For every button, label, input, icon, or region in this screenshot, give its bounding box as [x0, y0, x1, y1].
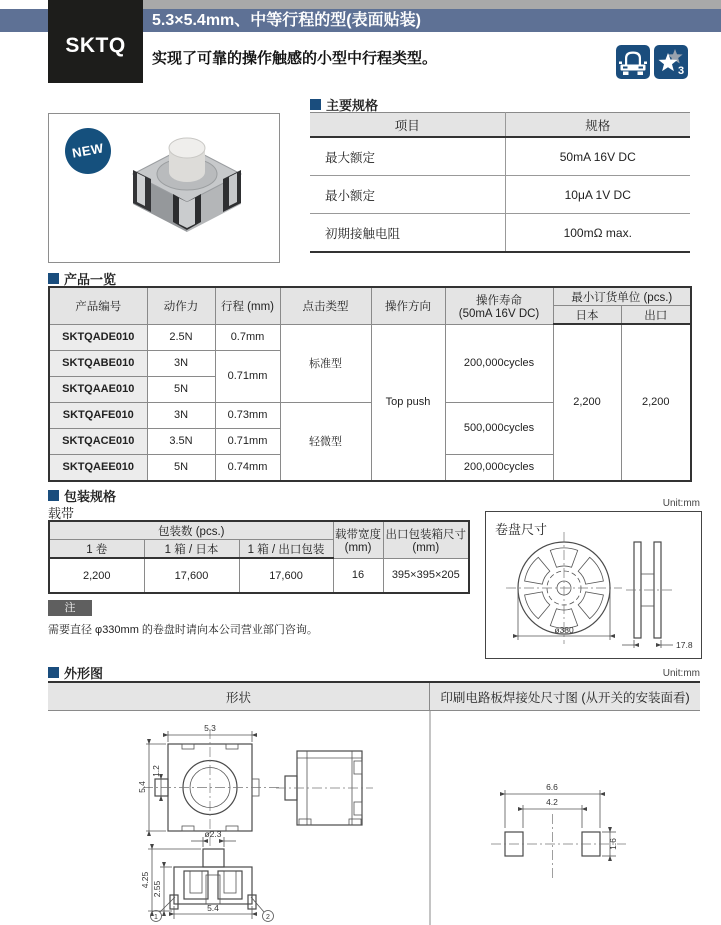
force: 3.5N: [147, 428, 215, 454]
col-tape-line2: (mm): [344, 541, 372, 554]
reel-qty: 2,200: [49, 558, 144, 593]
section-packaging-title: 包装规格: [64, 489, 117, 504]
dim-height-body: 2.55: [152, 880, 162, 898]
col-life-line1: 操作寿命: [476, 294, 522, 307]
col-part: 产品编号: [49, 287, 147, 324]
part-number: SKTQADE010: [49, 324, 147, 350]
col-life-line2: (50mA 16V DC): [458, 307, 540, 320]
travel: 0.71mm: [215, 428, 280, 454]
section-outline-title: 外形图: [64, 666, 104, 681]
outline-drawing: [48, 711, 700, 925]
click-type: 标准型: [280, 324, 371, 402]
col-export: 出口: [621, 306, 691, 325]
col-qty: 包装数 (pcs.): [49, 521, 333, 540]
col-tape-width: [333, 521, 383, 558]
col-life: [445, 287, 553, 324]
click-type: 轻微型: [280, 402, 371, 481]
travel: 0.74mm: [215, 454, 280, 481]
switch-photo: [107, 132, 267, 252]
section-products-title: 产品一览: [64, 272, 117, 287]
spec-table: [310, 112, 690, 253]
col-box-export: 1 箱 / 出口包装: [239, 540, 333, 559]
reel-diameter-label: ø380: [554, 625, 574, 635]
part-number: SKTQAFE010: [49, 402, 147, 428]
force: 2.5N: [147, 324, 215, 350]
spec-header-row: [310, 113, 690, 138]
new-badge: NEW: [61, 124, 114, 177]
reel-dimension-box: [485, 511, 702, 659]
life: 200,000cycles: [445, 324, 553, 402]
reel-unit-label: Unit:mm: [662, 498, 700, 509]
section-square-icon: [48, 667, 59, 678]
dim-front-width: 5.4: [207, 903, 219, 913]
note-badge: 注: [48, 600, 92, 616]
car-icon: [616, 45, 650, 79]
packaging-subtitle: 载带: [48, 506, 75, 521]
packaging-table: [48, 520, 470, 594]
table-row: [49, 558, 469, 593]
top-view: [137, 723, 280, 846]
section-square-icon: [48, 490, 59, 501]
star-count: 3: [678, 65, 685, 77]
force: 5N: [147, 454, 215, 481]
spec-value: 50mA 16V DC: [505, 137, 690, 176]
force: 3N: [147, 402, 215, 428]
dim-pad-height: 1.6: [608, 838, 618, 850]
col-box-japan: 1 箱 / 日本: [144, 540, 239, 559]
product-photo-box: [48, 113, 280, 263]
dim-stem-width: 1.2: [151, 765, 161, 777]
box-japan-qty: 17,600: [144, 558, 239, 593]
col-moq: 最小订货单位 (pcs.): [553, 287, 691, 306]
product-code-box: [48, 0, 143, 83]
outline-unit-label: Unit:mm: [662, 668, 700, 679]
force: 3N: [147, 350, 215, 376]
reel-title: 卷盘尺寸: [495, 522, 548, 537]
col-reel-qty: 1 卷: [49, 540, 144, 559]
travel: 0.7mm: [215, 324, 280, 350]
product-code: SKTQ: [65, 34, 126, 57]
col-carton-line2: (mm): [412, 541, 440, 554]
col-japan: 日本: [553, 306, 621, 325]
spec-col-spec: 规格: [505, 113, 690, 138]
moq-japan: 2,200: [553, 324, 621, 481]
section-specs-title: 主要规格: [326, 98, 379, 113]
spec-value: 10μA 1V DC: [505, 176, 690, 214]
spec-value: 100mΩ max.: [505, 214, 690, 253]
front-view: [140, 829, 274, 922]
col-tape-line1: 载带宽度: [335, 528, 382, 541]
part-number: SKTQAEE010: [49, 454, 147, 481]
dim-height-total: 4.25: [140, 871, 150, 889]
part-number: SKTQAAE010: [49, 376, 147, 402]
dim-button-dia: ø2.3: [204, 829, 222, 839]
table-row: [49, 324, 691, 350]
dim-pad-inner: 4.2: [546, 797, 558, 807]
carton-size: 395×395×205: [383, 558, 469, 593]
pcb-pad-layout: [491, 782, 626, 879]
col-carton: [383, 521, 469, 558]
top-gray-strip: [143, 0, 721, 9]
col-direction: 操作方向: [371, 287, 445, 324]
section-outline: [48, 663, 103, 682]
star-rating-icon: [654, 45, 688, 79]
col-force: 动作力: [147, 287, 215, 324]
table-row: [310, 137, 690, 176]
packaging-header-row: [49, 521, 469, 540]
page-title: 5.3×5.4mm、中等行程的型(表面贴装): [152, 12, 421, 29]
star-icon: [654, 45, 688, 79]
reel-width-label: 17.8: [676, 640, 693, 650]
outline-col-shape: 形状: [48, 683, 430, 710]
col-travel: 行程 (mm): [215, 287, 280, 324]
pin-number-1: 1: [154, 914, 158, 921]
travel: 0.73mm: [215, 402, 280, 428]
direction: Top push: [371, 324, 445, 481]
product-header-row: [49, 287, 691, 306]
part-number: SKTQABE010: [49, 350, 147, 376]
tape-width: 16: [333, 558, 383, 593]
dim-top-width: 5.3: [204, 723, 216, 733]
section-square-icon: [310, 99, 321, 110]
life: 500,000cycles: [445, 402, 553, 454]
spec-item: 最小额定: [310, 176, 505, 214]
pin-number-2: 2: [266, 914, 270, 921]
col-click: 点击类型: [280, 287, 371, 324]
life: 200,000cycles: [445, 454, 553, 481]
side-view: [276, 751, 373, 825]
travel: 0.71mm: [215, 350, 280, 402]
dim-pad-outer: 6.6: [546, 782, 558, 792]
outline-table-header: [48, 681, 700, 711]
page-subtitle: 实现了可靠的操作触感的小型中行程类型。: [152, 50, 438, 67]
box-export-qty: 17,600: [239, 558, 333, 593]
force: 5N: [147, 376, 215, 402]
note-text: 需要直径 φ330mm 的卷盘时请向本公司营业部门咨询。: [48, 624, 318, 636]
spec-item: 最大额定: [310, 137, 505, 176]
outline-col-pcb: 印刷电路板焊接处尺寸图 (从开关的安装面看): [440, 690, 690, 705]
table-row: [310, 214, 690, 253]
spec-col-item: 项目: [310, 113, 505, 138]
automotive-icon: [616, 45, 650, 79]
moq-export: 2,200: [621, 324, 691, 481]
table-row: [310, 176, 690, 214]
col-carton-line1: 出口包装箱尺寸: [385, 528, 467, 541]
dim-top-height: 5.4: [137, 781, 147, 793]
section-square-icon: [48, 273, 59, 284]
product-table: [48, 286, 692, 482]
part-number: SKTQACE010: [49, 428, 147, 454]
spec-item: 初期接触电阻: [310, 214, 505, 253]
